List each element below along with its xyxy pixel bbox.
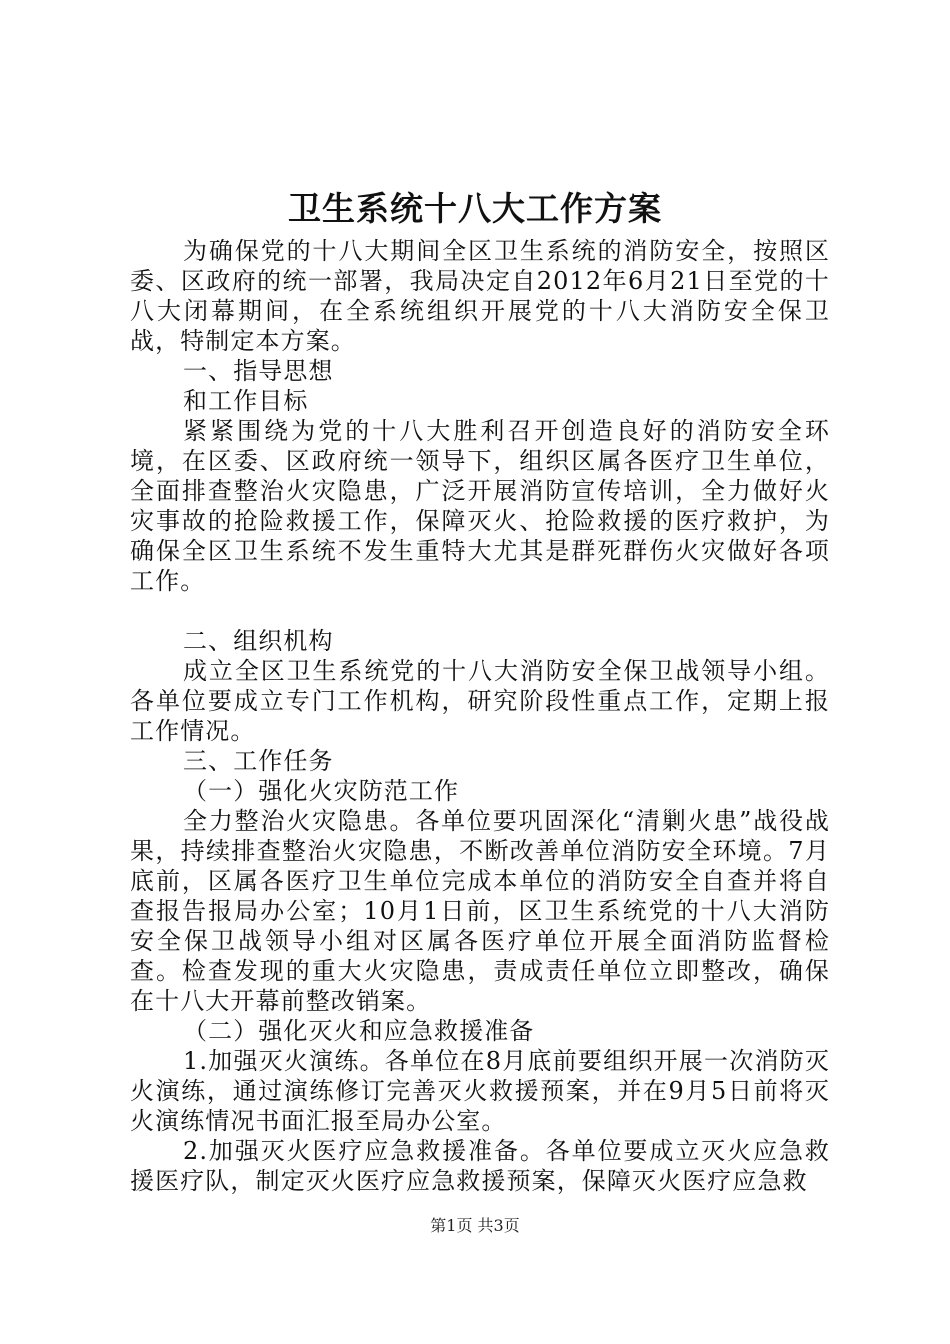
heading-work-goals: 和工作目标: [183, 387, 309, 415]
paragraph-spacer: [130, 596, 830, 626]
heading-guiding-ideology: 一、指导思想: [183, 357, 334, 385]
paragraph-organization: 成立全区卫生系统党的十八大消防安全保卫战领导小组。各单位要成立专门工作机构，研究阶段性重点工作，定期上报工作情况。: [130, 657, 830, 745]
paragraph-goals: 紧紧围绕为党的十八大胜利召开创造良好的消防安全环境，在区委、区政府统一领导下，组织区属各医疗卫生单位，全面排查整治火灾隐患，广泛开展消防宣传培训，全力做好火灾事故的抢险救援工作，保障灭火、抢险救援的医疗救护，为确保全区卫生系统不发生重特大尤其是群死群伤火灾做好各项工作。: [130, 417, 830, 595]
subheading-emergency-rescue: （二）强化灭火和应急救援准备: [183, 1017, 535, 1045]
paragraph-intro: 为确保党的十八大期间全区卫生系统的消防安全，按照区委、区政府的统一部署，我局决定自2012年6月21日至党的十八大闭幕期间，在全系统组织开展党的十八大消防安全保卫战，特制定本方案。: [130, 237, 830, 355]
heading-tasks: 三、工作任务: [183, 747, 334, 775]
paragraph-medical-rescue: 2.加强灭火医疗应急救援准备。各单位要成立灭火应急救援医疗队，制定灭火医疗应急救援预案，保障灭火医疗应急救: [130, 1137, 830, 1195]
document-title: 卫生系统十八大工作方案: [288, 189, 662, 228]
paragraph-fire-hazards: 全力整治火灾隐患。各单位要巩固深化“清剿火患”战役战果，持续排查整治火灾隐患，不断改善单位消防安全环境。7月底前，区属各医疗卫生单位完成本单位的消防安全自查并将自查报告报局办公室；10月1日前，区卫生系统党的十八大消防安全保卫战领导小组对区属各医疗单位开展全面消防监督检查。检查发现的重大火灾隐患，责成责任单位立即整改，确保在十八大开幕前整改销案。: [130, 807, 830, 1015]
heading-organization: 二、组织机构: [183, 627, 334, 655]
subheading-fire-prevention: （一）强化火灾防范工作: [183, 777, 460, 805]
page-number: 第1页 共3页: [430, 1216, 520, 1235]
paragraph-drill: 1.加强灭火演练。各单位在8月底前要组织开展一次消防灭火演练，通过演练修订完善灭火救援预案，并在9月5日前将灭火演练情况书面汇报至局办公室。: [130, 1047, 830, 1135]
document-body: [130, 236, 830, 1196]
